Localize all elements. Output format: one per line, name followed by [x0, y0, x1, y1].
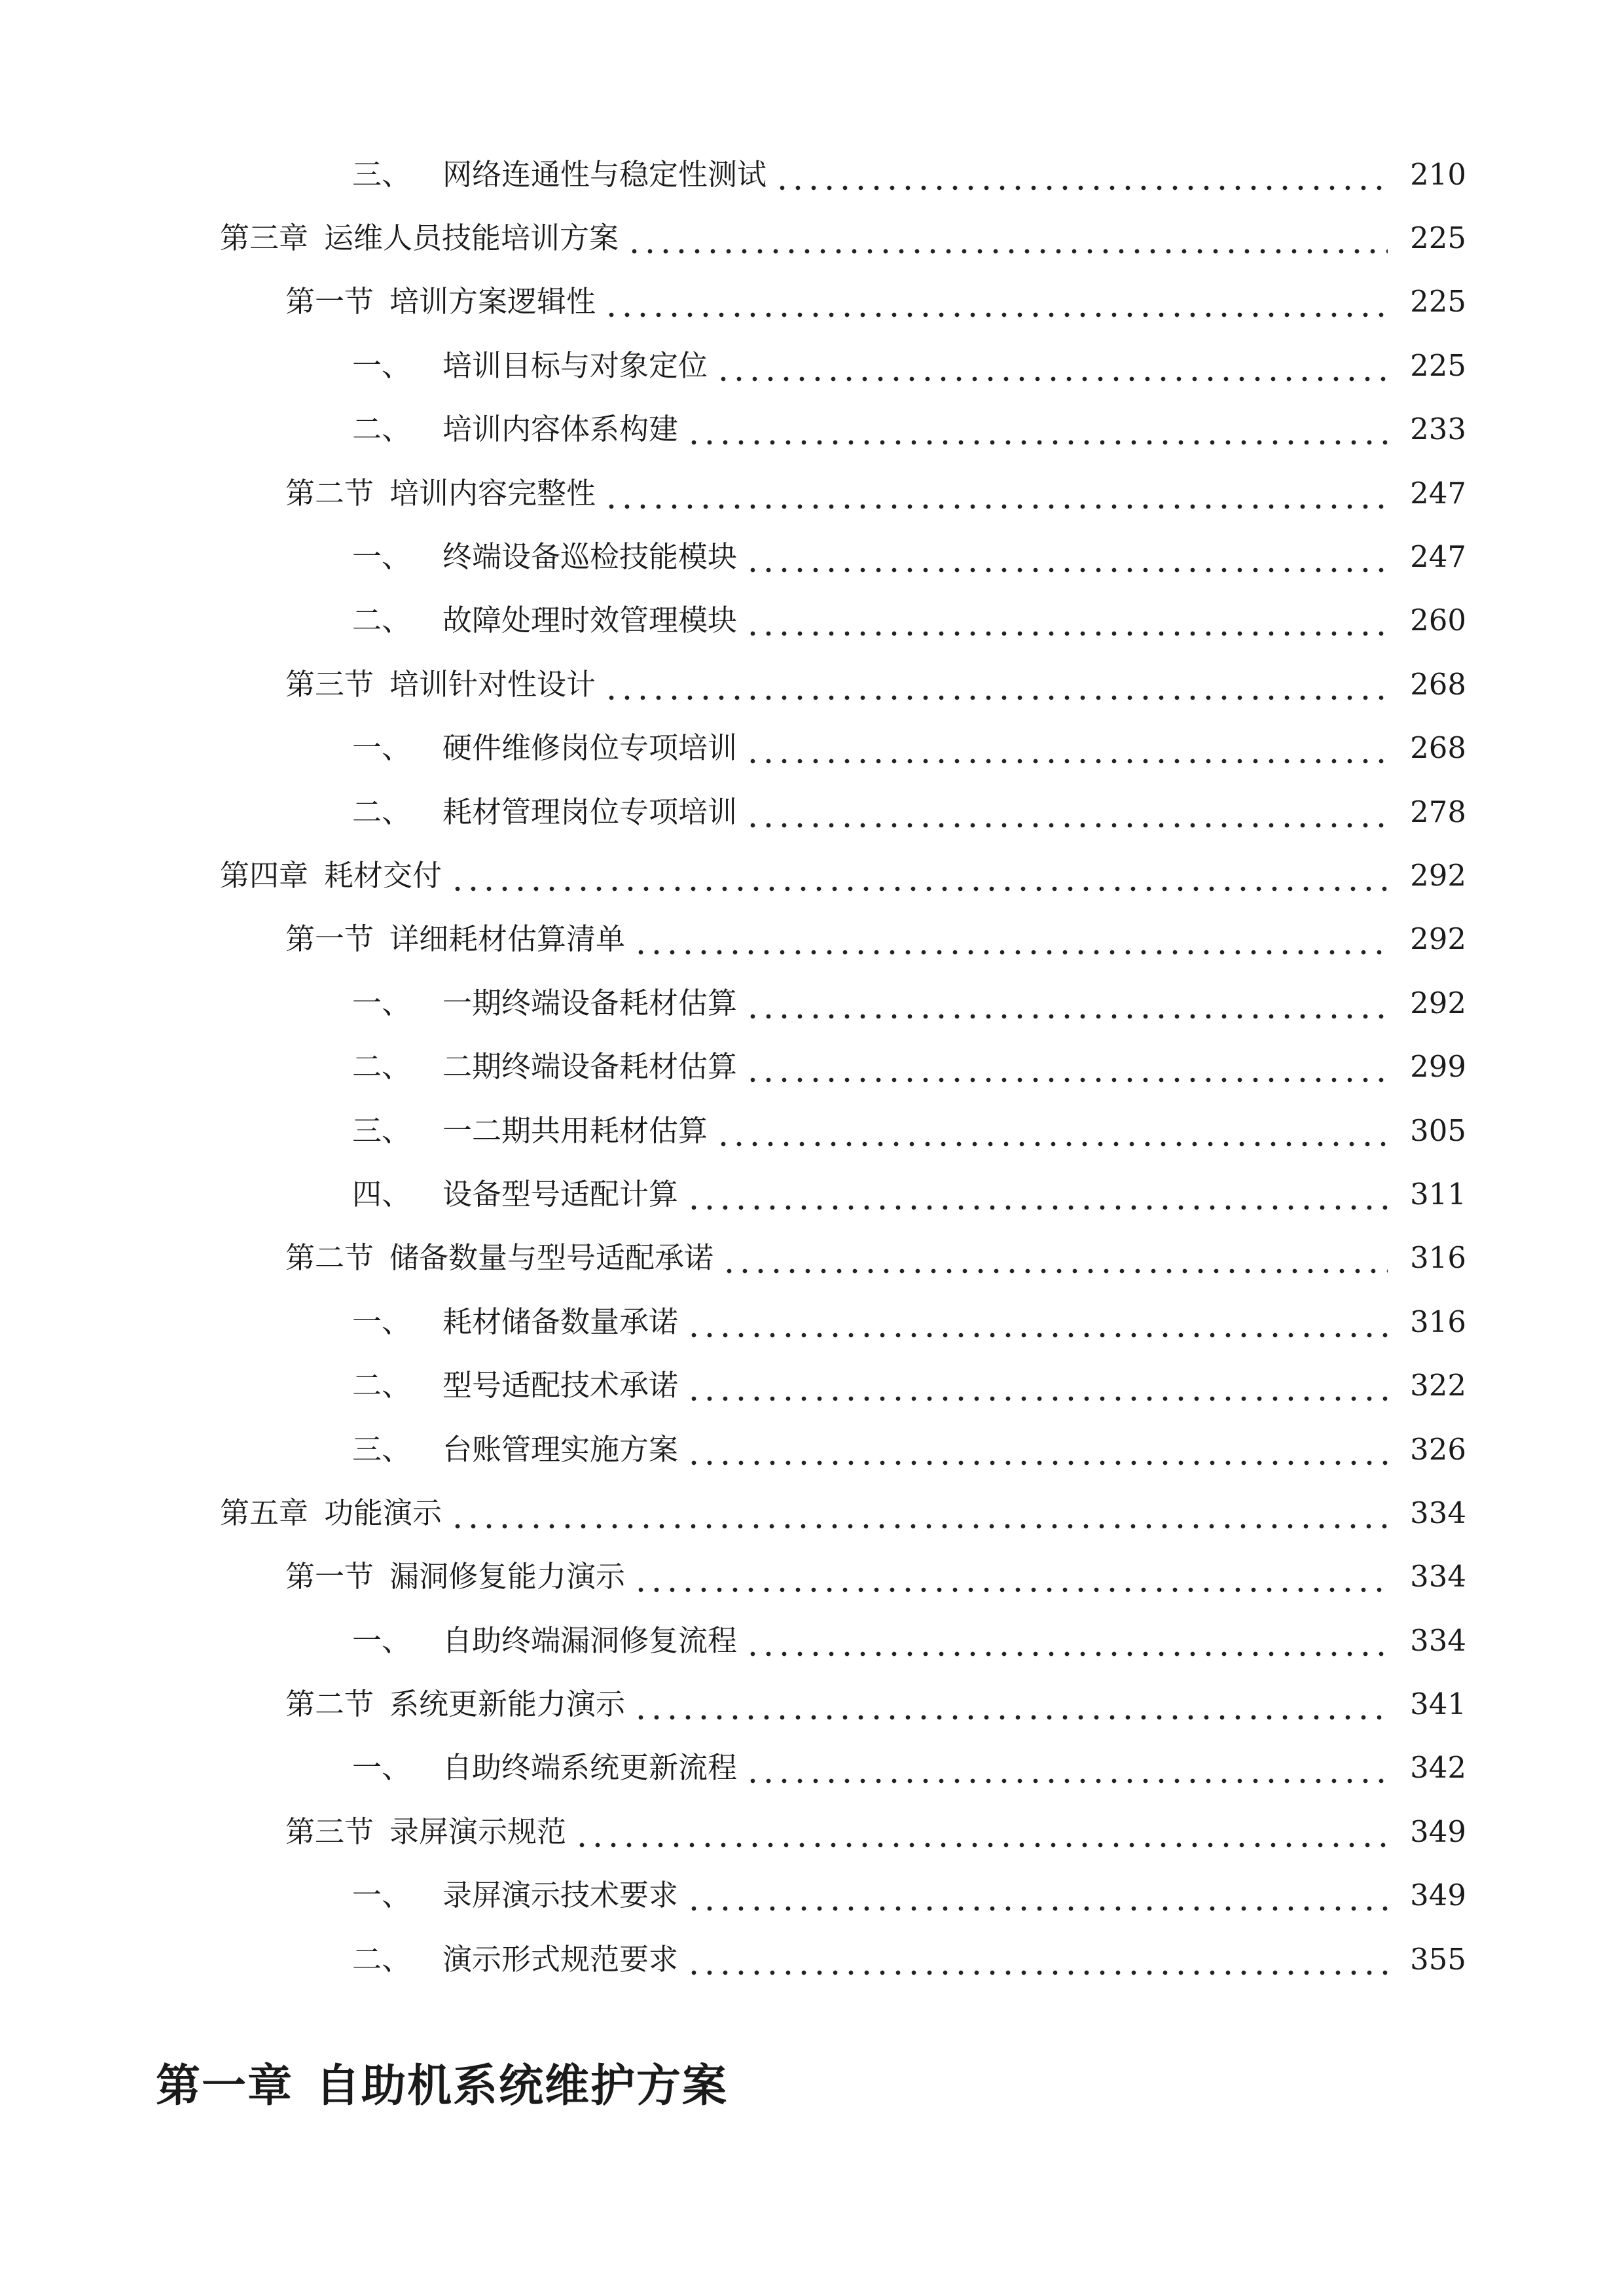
toc-entry-number: 一、 — [352, 1750, 412, 1785]
toc-entry[interactable] — [0, 589, 1624, 653]
dot-leader — [745, 984, 1388, 1023]
toc-entry[interactable] — [0, 717, 1624, 780]
toc-entry-page-number: 341 — [1410, 1687, 1466, 1722]
toc-entry-number: 二、 — [352, 603, 412, 638]
table-of-contents — [0, 143, 1624, 1991]
toc-entry-title: 网络连通性与稳定性测试 — [442, 156, 767, 192]
toc-entry-number: 第二节 — [285, 1687, 374, 1722]
toc-entry[interactable] — [0, 461, 1624, 525]
chapter-heading-number: 第一章 — [156, 2060, 294, 2112]
toc-entry[interactable] — [0, 1672, 1624, 1736]
toc-entry-number: 二、 — [352, 1941, 412, 1977]
toc-entry-title: 故障处理时效管理模块 — [442, 603, 738, 638]
toc-entry-title: 设备型号适配计算 — [442, 1176, 679, 1211]
chapter-heading-title: 自助机系统维护方案 — [316, 2060, 729, 2112]
dot-leader — [715, 346, 1388, 386]
toc-entry[interactable] — [0, 1099, 1624, 1162]
toc-entry-title: 耗材交付 — [324, 857, 442, 893]
toc-entry-page-number: 260 — [1410, 603, 1466, 638]
toc-entry-page-number: 233 — [1410, 412, 1466, 447]
dot-leader — [633, 1557, 1388, 1596]
toc-entry-page-number: 292 — [1410, 985, 1466, 1020]
toc-entry[interactable] — [0, 1928, 1624, 1991]
toc-entry-title: 录屏演示规范 — [389, 1814, 567, 1849]
toc-entry-title: 台账管理实施方案 — [442, 1431, 679, 1467]
toc-entry-title: 一二期共用耗材估算 — [442, 1113, 708, 1148]
toc-entry-number: 第一节 — [285, 284, 374, 319]
dot-leader — [686, 1302, 1388, 1342]
toc-entry-title: 培训针对性设计 — [389, 666, 596, 702]
toc-entry[interactable] — [0, 1354, 1624, 1417]
toc-entry-title: 演示形式规范要求 — [442, 1941, 679, 1977]
toc-entry[interactable] — [0, 1418, 1624, 1481]
toc-entry-title: 详细耗材估算清单 — [389, 922, 626, 957]
chapter-heading — [156, 2054, 728, 2119]
toc-entry[interactable] — [0, 1864, 1624, 1928]
toc-entry-number: 第三节 — [285, 666, 374, 702]
toc-entry-page-number: 355 — [1410, 1941, 1466, 1977]
toc-entry-title: 培训内容完整性 — [389, 475, 596, 511]
toc-entry-page-number: 210 — [1410, 156, 1466, 192]
toc-entry-title: 型号适配技术承诺 — [442, 1368, 679, 1403]
toc-entry-page-number: 316 — [1410, 1240, 1466, 1276]
toc-entry[interactable] — [0, 334, 1624, 397]
toc-entry[interactable] — [0, 1609, 1624, 1672]
toc-entry[interactable] — [0, 1227, 1624, 1290]
toc-entry-number: 三、 — [352, 1431, 412, 1467]
toc-entry-number: 一、 — [352, 1878, 412, 1913]
toc-entry[interactable] — [0, 1545, 1624, 1609]
toc-entry[interactable] — [0, 1800, 1624, 1863]
dot-leader — [604, 474, 1388, 513]
toc-entry-page-number: 316 — [1410, 1304, 1466, 1339]
toc-entry-number: 二、 — [352, 1049, 412, 1085]
toc-entry-page-number: 334 — [1410, 1623, 1466, 1658]
toc-entry-page-number: 225 — [1410, 221, 1466, 256]
toc-entry[interactable] — [0, 653, 1624, 716]
dot-leader — [626, 219, 1388, 258]
toc-entry-page-number: 292 — [1410, 922, 1466, 957]
dot-leader — [686, 410, 1388, 449]
toc-entry-number: 三、 — [352, 156, 412, 192]
toc-entry-page-number: 247 — [1410, 475, 1466, 511]
toc-entry-number: 一、 — [352, 539, 412, 575]
toc-entry-number: 二、 — [352, 794, 412, 829]
dot-leader — [745, 537, 1388, 577]
toc-entry-number: 第三节 — [285, 1814, 374, 1849]
toc-entry-title: 培训目标与对象定位 — [442, 348, 708, 383]
dot-leader — [745, 1621, 1388, 1660]
toc-entry-title: 耗材储备数量承诺 — [442, 1304, 679, 1339]
toc-entry-page-number: 349 — [1410, 1878, 1466, 1913]
toc-entry[interactable] — [0, 270, 1624, 334]
toc-entry-number: 第一节 — [285, 1559, 374, 1594]
toc-entry-page-number: 292 — [1410, 857, 1466, 893]
toc-entry-page-number: 342 — [1410, 1750, 1466, 1785]
toc-entry[interactable] — [0, 1736, 1624, 1800]
toc-entry-title: 漏洞修复能力演示 — [389, 1559, 626, 1594]
toc-entry-number: 一、 — [352, 985, 412, 1020]
toc-entry-page-number: 225 — [1410, 284, 1466, 319]
dot-leader — [604, 282, 1388, 321]
toc-entry[interactable] — [0, 844, 1624, 907]
toc-entry[interactable] — [0, 1162, 1624, 1226]
toc-entry-title: 自助终端系统更新流程 — [442, 1750, 738, 1785]
toc-entry-number: 二、 — [352, 1368, 412, 1403]
toc-entry[interactable] — [0, 206, 1624, 270]
dot-leader — [450, 1494, 1388, 1533]
dot-leader — [574, 1812, 1388, 1852]
toc-entry[interactable] — [0, 780, 1624, 844]
toc-entry-page-number: 349 — [1410, 1814, 1466, 1849]
toc-entry-title: 自助终端漏洞修复流程 — [442, 1623, 738, 1658]
toc-entry-number: 一、 — [352, 730, 412, 766]
toc-entry-page-number: 305 — [1410, 1113, 1466, 1148]
toc-entry-number: 三、 — [352, 1113, 412, 1148]
toc-entry-title: 录屏演示技术要求 — [442, 1878, 679, 1913]
toc-entry-number: 一、 — [352, 1304, 412, 1339]
toc-entry-number: 第二节 — [285, 1240, 374, 1276]
toc-entry-title: 一期终端设备耗材估算 — [442, 985, 738, 1020]
toc-entry-title: 储备数量与型号适配承诺 — [389, 1240, 714, 1276]
toc-entry[interactable] — [0, 525, 1624, 588]
toc-entry[interactable] — [0, 398, 1624, 461]
dot-leader — [774, 155, 1388, 194]
toc-entry[interactable] — [0, 1290, 1624, 1354]
toc-entry[interactable] — [0, 1035, 1624, 1098]
toc-entry-page-number: 299 — [1410, 1049, 1466, 1085]
toc-entry-title: 终端设备巡检技能模块 — [442, 539, 738, 575]
dot-leader — [745, 793, 1388, 832]
toc-entry-title: 耗材管理岗位专项培训 — [442, 794, 738, 829]
toc-entry-number: 第四章 — [220, 857, 309, 893]
toc-entry-page-number: 268 — [1410, 730, 1466, 766]
toc-entry-page-number: 322 — [1410, 1368, 1466, 1403]
dot-leader — [633, 920, 1388, 959]
dot-leader — [633, 1685, 1388, 1724]
dot-leader — [745, 601, 1388, 640]
toc-entry-number: 第五章 — [220, 1495, 309, 1530]
dot-leader — [745, 728, 1388, 768]
toc-entry-title: 运维人员技能培训方案 — [324, 221, 619, 256]
dot-leader — [715, 1111, 1388, 1151]
toc-entry-page-number: 268 — [1410, 666, 1466, 702]
toc-entry-number: 二、 — [352, 412, 412, 447]
dot-leader — [745, 1748, 1388, 1787]
toc-entry-page-number: 278 — [1410, 794, 1466, 829]
dot-leader — [604, 665, 1388, 704]
toc-entry-page-number: 247 — [1410, 539, 1466, 575]
toc-entry[interactable] — [0, 971, 1624, 1035]
toc-entry-number: 一、 — [352, 1623, 412, 1658]
toc-entry-page-number: 334 — [1410, 1559, 1466, 1594]
toc-entry-number: 一、 — [352, 348, 412, 383]
toc-entry-title: 培训方案逻辑性 — [389, 284, 596, 319]
toc-entry-page-number: 334 — [1410, 1495, 1466, 1530]
dot-leader — [450, 856, 1388, 895]
toc-entry-number: 第三章 — [220, 221, 309, 256]
dot-leader — [686, 1430, 1388, 1469]
toc-entry[interactable] — [0, 908, 1624, 971]
dot-leader — [745, 1047, 1388, 1086]
dot-leader — [686, 1940, 1388, 1979]
toc-entry-title: 硬件维修岗位专项培训 — [442, 730, 738, 766]
toc-entry-number: 第二节 — [285, 475, 374, 511]
dot-leader — [686, 1876, 1388, 1915]
toc-entry-title: 培训内容体系构建 — [442, 412, 679, 447]
toc-entry[interactable] — [0, 143, 1624, 206]
dot-leader — [686, 1366, 1388, 1405]
toc-entry-title: 系统更新能力演示 — [389, 1687, 626, 1722]
toc-entry-number: 四、 — [352, 1176, 412, 1211]
toc-entry-title: 二期终端设备耗材估算 — [442, 1049, 738, 1085]
toc-entry-page-number: 326 — [1410, 1431, 1466, 1467]
toc-entry-page-number: 311 — [1410, 1176, 1466, 1211]
dot-leader — [721, 1238, 1388, 1278]
toc-entry-page-number: 225 — [1410, 348, 1466, 383]
dot-leader — [686, 1175, 1388, 1214]
toc-entry-number: 第一节 — [285, 922, 374, 957]
toc-entry[interactable] — [0, 1481, 1624, 1545]
toc-entry-title: 功能演示 — [324, 1495, 442, 1530]
